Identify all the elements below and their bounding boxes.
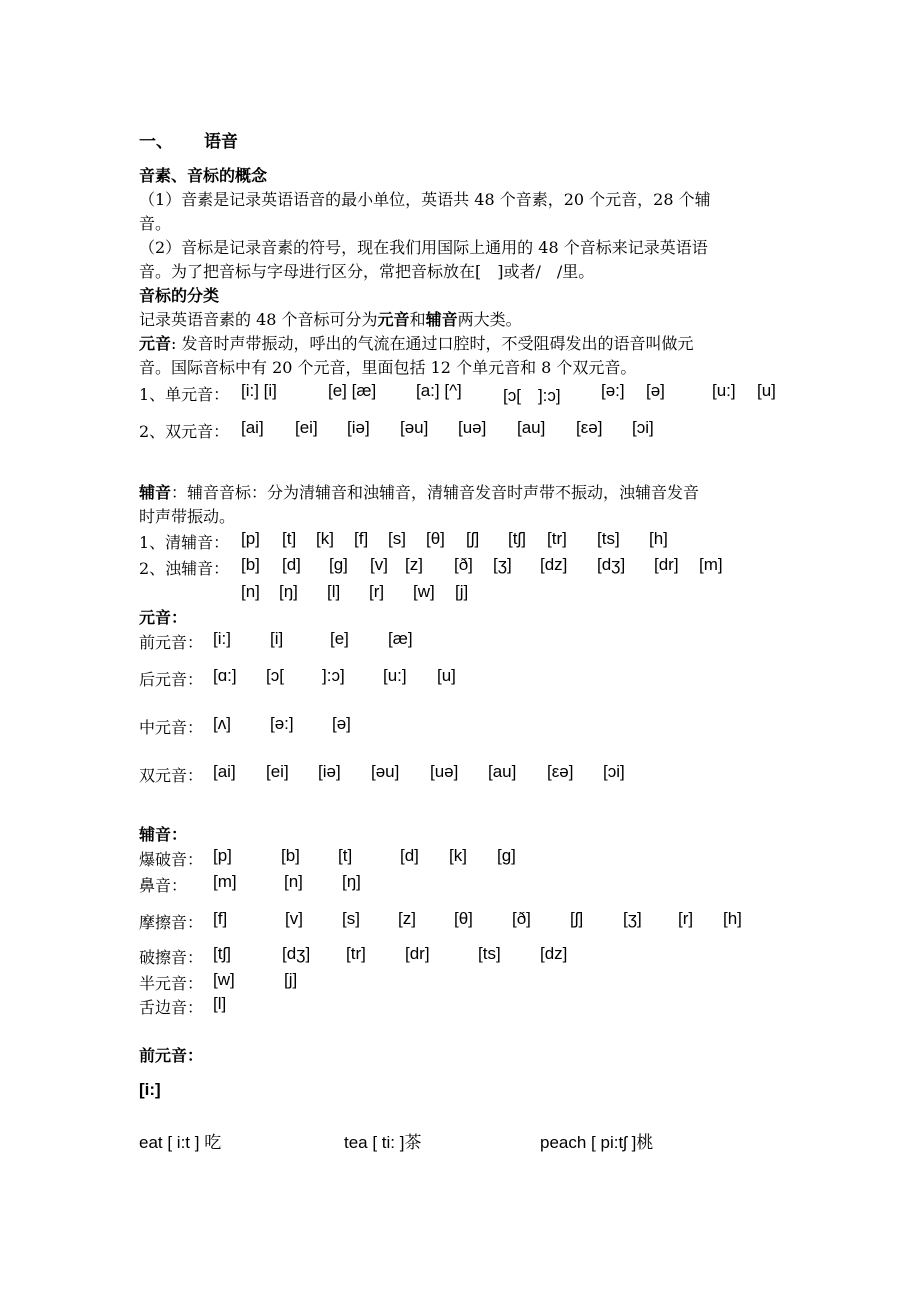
diphthong-item: [uə]	[430, 762, 459, 781]
diphthong-item: [εə]	[547, 762, 574, 781]
diph-item: [iə]	[347, 418, 370, 437]
mono-item: [ɔ[ ]:ɔ]	[503, 386, 561, 405]
affricate-item: [tr]	[346, 944, 366, 963]
vowels-title: 元音：	[139, 608, 188, 627]
plosive-label: 爆破音：	[139, 850, 204, 869]
intro-text-c: 和	[409, 310, 426, 329]
vowel-definition-line1	[139, 331, 694, 354]
front-vowel-label: 前元音：	[139, 633, 204, 652]
voiced-item: [d]	[282, 555, 301, 574]
affricate-item: [dʒ]	[282, 944, 311, 963]
consonant-term: 辅音	[139, 483, 172, 502]
voiceless-item: [tʃ]	[508, 529, 526, 548]
central-vowel-item: [ə:]	[270, 714, 294, 733]
mono-item: [i:] [i]	[241, 381, 277, 400]
concept-p1-line2: 音。	[139, 214, 172, 233]
front-vowel-symbol: [i:]	[139, 1080, 161, 1099]
voiceless-item: [θ]	[426, 529, 445, 548]
voiced-item: [ʒ]	[493, 555, 512, 574]
intro-consonant-term: 辅音	[425, 310, 458, 329]
semivowel-item: [w]	[213, 970, 235, 989]
mono-item: [ə]	[646, 381, 665, 400]
back-vowel-item: [u]	[437, 666, 456, 685]
diphthong-item: [ɔi]	[603, 762, 625, 781]
consonant-definition-line2: 时声带振动。	[139, 507, 236, 526]
plosive-item: [k]	[449, 846, 467, 865]
plosive-item: [b]	[281, 846, 300, 865]
voiceless-item: [t]	[282, 529, 297, 548]
voiced-item: [m]	[699, 555, 723, 574]
plosive-item: [p]	[213, 846, 232, 865]
nasal-label: 鼻音：	[139, 876, 188, 895]
front-vowel-item: [i]	[270, 629, 284, 648]
classification-intro	[139, 307, 522, 330]
voiced-item: [dʒ]	[597, 555, 626, 574]
diphthong-label: 双元音：	[139, 766, 204, 785]
voiced-item: [n]	[241, 582, 260, 601]
intro-text-a: 记录英语音素的 48 个音标可分为	[139, 310, 378, 329]
diphthong-item: [au]	[488, 762, 517, 781]
diph-item: [εə]	[576, 418, 603, 437]
classification-title: 音标的分类	[139, 286, 220, 305]
concept-p1-line1: （1）音素是记录英语语音的最小单位，英语共 48 个音素，20 个元音，28 个辅	[139, 190, 711, 209]
mono-item: [e] [æ]	[328, 381, 377, 400]
voiced-item: [z]	[405, 555, 423, 574]
diphthong-item: [ei]	[266, 762, 289, 781]
voiced-item: [v]	[370, 555, 388, 574]
central-vowel-item: [ə]	[332, 714, 351, 733]
voiced-item: [ð]	[454, 555, 473, 574]
voiced-label: 2、浊辅音：	[139, 559, 230, 578]
plosive-item: [g]	[497, 846, 516, 865]
front-vowel-item: [e]	[330, 629, 349, 648]
diph-item: [ɔi]	[632, 418, 654, 437]
semivowel-label: 半元音：	[139, 974, 204, 993]
fricative-item: [f]	[213, 909, 228, 928]
voiced-item: [l]	[327, 582, 341, 601]
concept-p2-line2: 音。为了把音标与字母进行区分，常把音标放在[ ]或者/ /里。	[139, 262, 595, 281]
nasal-item: [ŋ]	[342, 872, 361, 891]
fricative-item: [z]	[398, 909, 416, 928]
voiced-item: [w]	[413, 582, 435, 601]
plosive-item: [d]	[400, 846, 419, 865]
voiced-item: [dr]	[654, 555, 679, 574]
central-vowel-label: 中元音：	[139, 718, 204, 737]
diph-item: [uə]	[458, 418, 487, 437]
consonant-definition-line1	[139, 480, 699, 503]
consonant-def-text: ：辅音音标：分为清辅音和浊辅音，清辅音发音时声带不振动，浊辅音发音	[171, 483, 700, 502]
fricative-item: [ʃ]	[570, 909, 584, 928]
affricate-label: 破擦音：	[139, 948, 204, 967]
example-word: eat [ i:t ] 吃	[139, 1133, 222, 1152]
diphthong-item: [iə]	[318, 762, 341, 781]
vowel-def-text: : 发音时声带振动，呼出的气流在通过口腔时，不受阻碍发出的语音叫做元	[171, 334, 694, 353]
mono-item: [a:] [^]	[416, 381, 462, 400]
front-vowel-section-title: 前元音：	[139, 1046, 204, 1065]
fricative-item: [r]	[678, 909, 694, 928]
example-word: peach [ pi:tʃ ]桃	[540, 1133, 654, 1152]
diphthong-item: [ai]	[213, 762, 236, 781]
fricative-item: [ʒ]	[623, 909, 642, 928]
intro-vowel-term: 元音	[377, 310, 410, 329]
vowel-definition-line2: 音。国际音标中有 20 个元音，里面包括 12 个单元音和 8 个双元音。	[139, 358, 637, 377]
front-vowel-item: [æ]	[388, 629, 413, 648]
mono-item: [u:]	[712, 381, 736, 400]
lateral-label: 舌边音：	[139, 998, 204, 1017]
voiceless-item: [f]	[354, 529, 369, 548]
voiced-item: [dz]	[540, 555, 568, 574]
diph-item: [ei]	[295, 418, 318, 437]
voiceless-item: [s]	[388, 529, 406, 548]
diph-item: [əu]	[400, 418, 429, 437]
lateral-item: [l]	[213, 994, 227, 1013]
back-vowel-item: ]:ɔ]	[322, 666, 345, 685]
fricative-item: [θ]	[454, 909, 473, 928]
semivowel-item: [j]	[284, 970, 298, 989]
voiced-item: [j]	[455, 582, 469, 601]
heading-number: 一、	[139, 132, 173, 152]
central-vowel-item: [ʌ]	[213, 714, 231, 733]
concept-p2-line1: （2）音标是记录音素的符号，现在我们用国际上通用的 48 个音标来记录英语语	[139, 238, 708, 257]
fricative-item: [ð]	[512, 909, 531, 928]
diph-item: [ai]	[241, 418, 264, 437]
affricate-item: [dr]	[405, 944, 430, 963]
voiceless-item: [ts]	[597, 529, 620, 548]
back-vowel-label: 后元音：	[139, 670, 204, 689]
intro-text-e: 两大类。	[457, 310, 522, 329]
fricative-item: [s]	[342, 909, 360, 928]
heading-title: 语音	[204, 132, 238, 152]
back-vowel-item: [ɔ[	[266, 666, 284, 685]
mono-item: [u]	[757, 381, 776, 400]
voiceless-item: [tr]	[547, 529, 567, 548]
affricate-item: [tʃ]	[213, 944, 231, 963]
voiceless-label: 1、清辅音：	[139, 533, 230, 552]
concept-title: 音素、音标的概念	[139, 166, 268, 185]
voiceless-item: [p]	[241, 529, 260, 548]
voiced-item: [r]	[369, 582, 385, 601]
plosive-item: [t]	[338, 846, 353, 865]
mono-item: [ə:]	[601, 381, 625, 400]
mono-label: 1、单元音：	[139, 385, 230, 404]
back-vowel-item: [u:]	[383, 666, 407, 685]
voiced-item: [g]	[329, 555, 348, 574]
example-word: tea [ ti: ]茶	[344, 1133, 422, 1152]
vowel-term: 元音	[139, 334, 172, 353]
fricative-item: [h]	[723, 909, 742, 928]
front-vowel-item: [i:]	[213, 629, 231, 648]
diphthong-item: [əu]	[371, 762, 400, 781]
nasal-item: [n]	[284, 872, 303, 891]
voiceless-item: [h]	[649, 529, 668, 548]
nasal-item: [m]	[213, 872, 237, 891]
voiceless-item: [k]	[316, 529, 334, 548]
back-vowel-item: [ɑ:]	[213, 666, 237, 685]
voiced-item: [b]	[241, 555, 260, 574]
voiced-item: [ŋ]	[279, 582, 298, 601]
voiceless-item: [ʃ]	[466, 529, 480, 548]
consonants-title: 辅音：	[139, 825, 188, 844]
affricate-item: [ts]	[478, 944, 501, 963]
fricative-label: 摩擦音：	[139, 913, 204, 932]
affricate-item: [dz]	[540, 944, 568, 963]
diph-item: [au]	[517, 418, 546, 437]
fricative-item: [v]	[285, 909, 303, 928]
diph-label: 2、双元音：	[139, 422, 230, 441]
